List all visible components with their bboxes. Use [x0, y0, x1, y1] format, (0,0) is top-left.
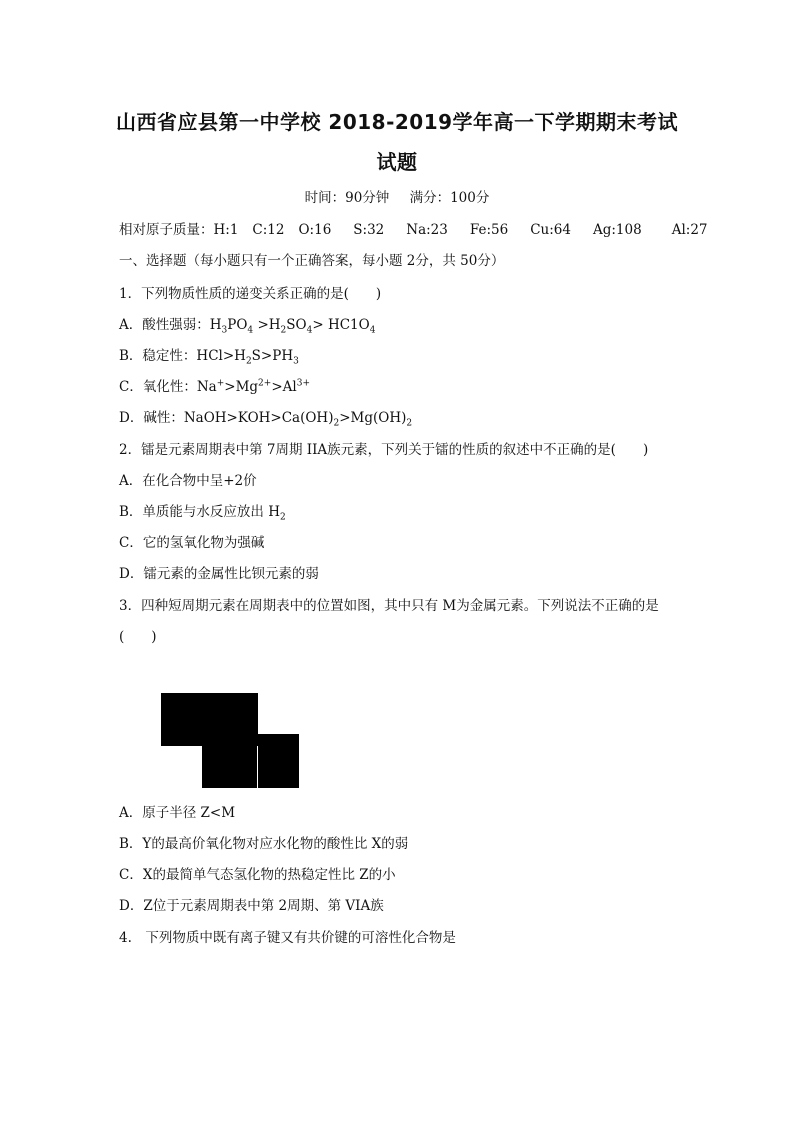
page-title: 山西省应县第一中学校 2018-2019学年高一下学期期末考试: [115, 110, 679, 134]
question-1-option-a: [119, 313, 376, 336]
question-3-answer-paren: ( ): [119, 629, 157, 645]
section-heading: 一、选择题（每小题只有一个正确答案，每小题 2分，共 50分）: [119, 253, 505, 269]
formula-superscript: +: [216, 378, 225, 389]
atomic-mass-line: [119, 218, 708, 238]
question-4-stem: 4. 下列物质中既有离子键又有共价键的可溶性化合物是: [119, 930, 456, 946]
formula-subscript: 3: [293, 356, 299, 367]
atomic-mass-item: Cu:64: [530, 222, 571, 238]
question-1-option-c: [119, 375, 310, 395]
atomic-mass-item: C:12: [252, 222, 285, 238]
formula-subscript: 4: [247, 325, 254, 336]
atomic-mass-item: Ag:108: [592, 222, 642, 238]
formula-part: NaOH>KOH>Ca(OH): [183, 410, 334, 426]
figure-block: [202, 746, 257, 788]
formula-part: >Mg(OH): [339, 410, 407, 426]
option-label: A．酸性强弱：: [119, 317, 210, 333]
exam-score: 满分：100分: [409, 190, 490, 206]
question-3-option-d: D．Z位于元素周期表中第 2周期、第 VIA族: [119, 898, 384, 914]
option-text: B．单质能与水反应放出 H: [119, 504, 280, 520]
exam-meta: [100, 186, 694, 206]
option-label: D．碱性：: [119, 410, 184, 426]
question-2-stem: 2．镭是元素周期表中第 7周期 IIA族元素，下列关于镭的性质的叙述中不正确的是( ): [119, 442, 649, 458]
formula-subscript: 2: [245, 356, 252, 367]
formula-superscript: 2+: [258, 378, 272, 389]
question-3-stem: 3．四种短周期元素在周期表中的位置如图，其中只有 M为金属元素。下列说法不正确的是: [119, 598, 659, 614]
question-3-option-b: B．Y的最高价氧化物对应水化物的酸性比 X的弱: [119, 836, 409, 852]
formula-subscript: 3: [221, 325, 228, 336]
formula-part: S>PH: [251, 348, 294, 364]
question-2-option-c: C．它的氢氧化物为强碱: [119, 535, 265, 551]
question-2-option-b: [119, 500, 286, 523]
formula-subscript: 4: [369, 325, 376, 336]
question-1-stem: 1．下列物质性质的递变关系正确的是( ): [119, 286, 382, 302]
question-3-option-a: A．原子半径 Z<M: [119, 805, 236, 821]
question-2-option-a: A．在化合物中呈+2价: [119, 473, 257, 489]
question-1-option-b: [119, 344, 299, 367]
exam-time: 时间：90分钟: [304, 190, 390, 206]
option-label: C．氧化性：: [119, 379, 197, 395]
formula-part: Na: [196, 379, 217, 395]
formula-part: >H: [253, 317, 281, 333]
formula-part: >Al: [271, 379, 297, 395]
atomic-mass-item: Al:27: [671, 222, 708, 238]
formula-superscript: 3+: [296, 378, 310, 389]
formula-subscript: 2: [333, 418, 340, 429]
figure-block: [161, 693, 258, 746]
formula-subscript: 2: [280, 325, 287, 336]
atomic-mass-item: Fe:56: [469, 222, 509, 238]
atomic-mass-item: S:32: [353, 222, 385, 238]
figure-block: [258, 734, 299, 788]
formula-subscript: 4: [306, 325, 313, 336]
formula-subscript: 2: [280, 512, 286, 523]
question-2-option-d: D．镭元素的金属性比钡元素的弱: [119, 566, 319, 582]
formula-part: H: [209, 317, 222, 333]
question-1-option-d: [119, 406, 413, 429]
atomic-mass-item: H:1: [213, 222, 239, 238]
formula-part: SO: [286, 317, 307, 333]
formula-part: HCl>H: [196, 348, 246, 364]
question-3-option-c: C．X的最简单气态氢化物的热稳定性比 Z的小: [119, 867, 396, 883]
page-title-line2: 试题: [376, 150, 418, 174]
option-label: B．稳定性：: [119, 348, 197, 364]
formula-part: PO: [227, 317, 248, 333]
atomic-mass-item: Na:23: [406, 222, 448, 238]
formula-part: > HC1O: [312, 317, 370, 333]
formula-part: >Mg: [224, 379, 259, 395]
atomic-mass-label: 相对原子质量：: [119, 222, 214, 238]
formula-subscript: 2: [406, 418, 413, 429]
atomic-mass-item: O:16: [298, 222, 332, 238]
